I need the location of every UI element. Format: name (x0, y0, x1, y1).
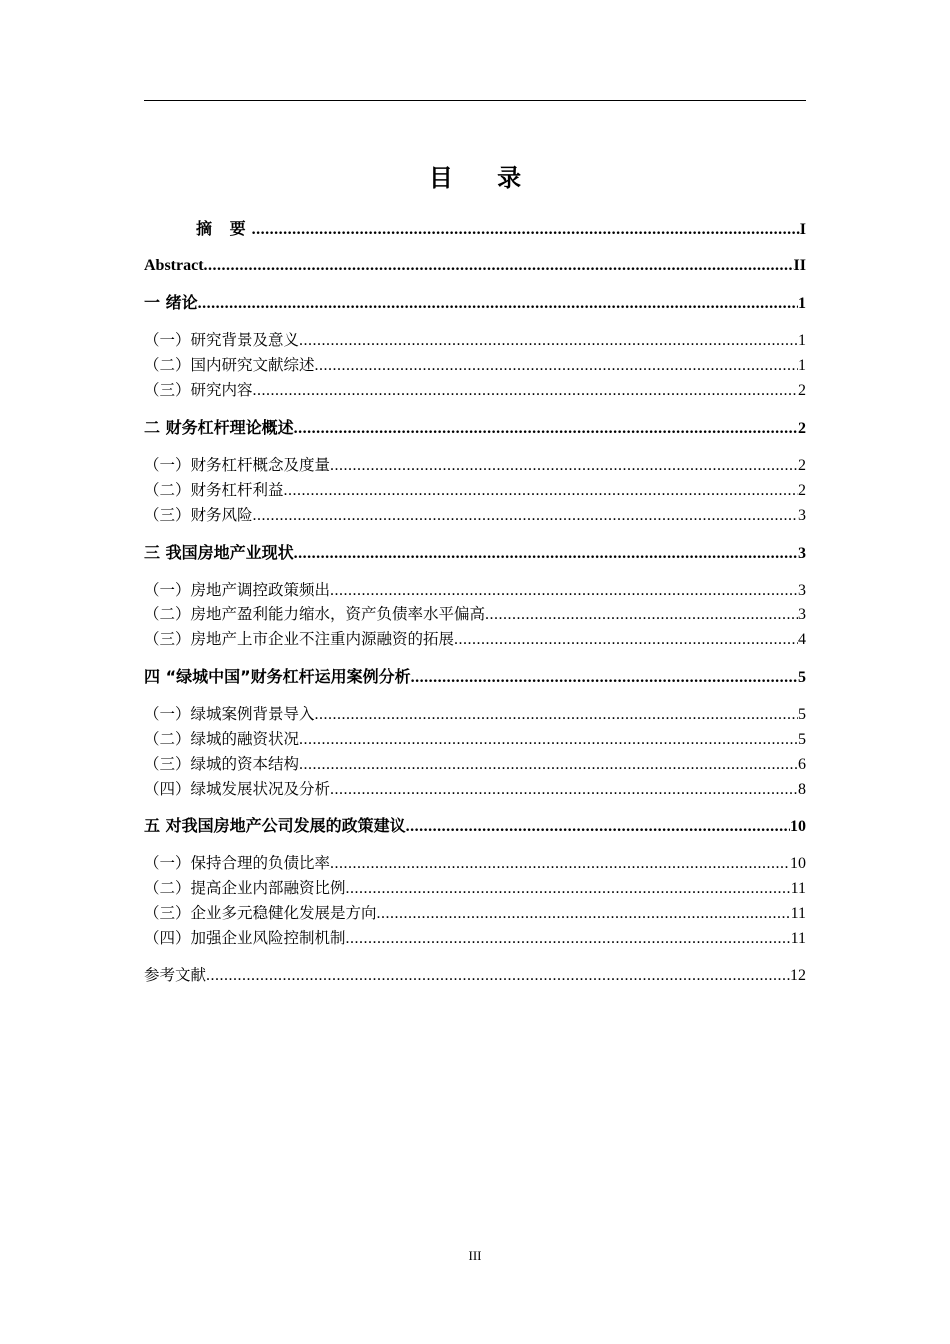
toc-entry-page: 2 (798, 420, 806, 437)
toc-entry-section-4-4[interactable] (144, 777, 806, 801)
toc-entry-label: 二 财务杠杆理论概述 (144, 418, 294, 437)
toc-entry-label: （三）财务风险 (144, 506, 253, 524)
toc-entry-page: 3 (798, 545, 806, 562)
toc-entry-section-1-1[interactable] (144, 328, 806, 352)
toc-entry-chapter-4[interactable] (144, 665, 806, 689)
toc-entry-label: （二）提高企业内部融资比例 (144, 879, 346, 897)
toc-leader (206, 964, 790, 988)
toc-entry-page: 8 (798, 781, 806, 798)
toc-entry-page: 2 (798, 457, 806, 474)
toc-entry-page: 5 (798, 706, 806, 723)
header-rule (144, 100, 806, 101)
toc-leader (299, 753, 798, 777)
toc-entry-label: （二）国内研究文献综述 (144, 356, 315, 374)
toc-entry-page: 1 (798, 357, 806, 374)
toc-leader (315, 703, 798, 727)
toc-entry-page: 6 (798, 756, 806, 773)
toc-entry-label: 三 我国房地产业现状 (144, 543, 294, 562)
toc-entry-page: 1 (798, 295, 806, 312)
toc-entry-label: （二）财务杠杆利益 (144, 481, 284, 499)
toc-entry-label: （二）房地产盈利能力缩水，资产负债率水平偏高 (144, 605, 486, 623)
toc-leader (411, 666, 798, 690)
toc-entry-references[interactable] (144, 963, 806, 987)
toc-leader (330, 852, 790, 876)
toc-entry-page: 4 (798, 631, 806, 648)
toc-leader (253, 379, 798, 403)
toc-entry-label: （三）企业多元稳健化发展是方向 (144, 904, 377, 922)
toc-entry-section-4-3[interactable] (144, 752, 806, 776)
toc-entry-page: 1 (798, 332, 806, 349)
toc-entry-section-2-1[interactable] (144, 453, 806, 477)
toc-entry-page: 11 (790, 930, 806, 947)
toc-leader (346, 877, 791, 901)
toc-entry-section-2-2[interactable] (144, 478, 806, 502)
toc-entry-label: （三）房地产上市企业不注重内源融资的拓展 (144, 630, 455, 648)
toc-entry-page: 12 (790, 967, 806, 984)
toc-entry-label: （四）绿城发展状况及分析 (144, 780, 331, 798)
toc-entry-page: 11 (790, 880, 806, 897)
toc-entry-label: （一）房地产调控政策频出 (144, 581, 331, 599)
toc-leader (198, 292, 798, 316)
toc-entry-chapter-2[interactable] (144, 416, 806, 440)
toc-leader (299, 728, 798, 752)
toc-leader (204, 254, 794, 278)
toc-entry-label: 四 “绿城中国”财务杠杆运用案例分析 (144, 667, 411, 686)
toc-entry-section-5-1[interactable] (144, 851, 806, 875)
toc-entry-label: 一 绪论 (144, 293, 198, 312)
toc-entry-section-1-3[interactable] (144, 378, 806, 402)
toc-leader (346, 927, 791, 951)
toc-leader (294, 417, 798, 441)
toc-entry-label: 摘 要 (196, 219, 252, 238)
toc-entry-label: （三）研究内容 (144, 381, 253, 399)
toc-entry-label: （一）财务杠杆概念及度量 (144, 456, 331, 474)
toc-leader (454, 628, 798, 652)
toc-entry-page: 10 (790, 855, 806, 872)
toc-entry-section-2-3[interactable] (144, 503, 806, 527)
toc-entry-section-4-1[interactable] (144, 702, 806, 726)
toc-entry-section-3-1[interactable] (144, 578, 806, 602)
toc-entry-label: （二）绿城的融资状况 (144, 730, 300, 748)
toc-entry-section-4-2[interactable] (144, 727, 806, 751)
toc-entry-page: I (799, 221, 806, 238)
toc-leader (330, 778, 798, 802)
toc-entry-label: （一）保持合理的负债比率 (144, 854, 331, 872)
toc-entry-label: Abstract (144, 257, 204, 274)
toc-entry-abstract-cn[interactable] (144, 217, 806, 241)
toc-entry-page: II (793, 257, 806, 274)
page-number: III (468, 1248, 482, 1263)
toc-entry-section-5-2[interactable] (144, 876, 806, 900)
toc-leader (284, 479, 798, 503)
toc-entry-page: 3 (798, 606, 806, 623)
toc-entry-page: 2 (798, 482, 806, 499)
toc-leader (330, 454, 798, 478)
toc-entry-label: （三）绿城的资本结构 (144, 755, 300, 773)
toc-leader (377, 902, 791, 926)
toc-entry-abstract-en[interactable] (144, 254, 806, 278)
toc-leader (252, 218, 800, 242)
toc-entry-section-1-2[interactable] (144, 353, 806, 377)
toc-entry-section-3-3[interactable] (144, 627, 806, 651)
toc-entry-label: （四）加强企业风险控制机制 (144, 929, 346, 947)
toc-entry-section-5-3[interactable] (144, 901, 806, 925)
toc-leader (315, 354, 798, 378)
toc-entry-chapter-1[interactable] (144, 291, 806, 315)
toc-entry-label: （一）绿城案例背景导入 (144, 705, 315, 723)
toc-title: 目 录 (428, 164, 540, 192)
toc-entry-page: 3 (798, 582, 806, 599)
toc-entry-page: 11 (790, 905, 806, 922)
toc-leader (406, 815, 790, 839)
toc-entry-chapter-3[interactable] (144, 541, 806, 565)
toc-leader (485, 603, 798, 627)
toc-entry-section-3-2[interactable] (144, 602, 806, 626)
toc-entry-page: 5 (798, 669, 806, 686)
toc-entry-page: 2 (798, 382, 806, 399)
toc-entry-label: 参考文献 (144, 966, 207, 984)
toc-leader (294, 542, 798, 566)
toc-entry-page: 5 (798, 731, 806, 748)
toc-leader (330, 579, 798, 603)
toc-entry-label: （一）研究背景及意义 (144, 331, 300, 349)
toc-entry-page: 10 (790, 818, 806, 835)
toc-entry-page: 3 (798, 507, 806, 524)
toc-entry-section-5-4[interactable] (144, 926, 806, 950)
toc-leader (253, 504, 798, 528)
toc-leader (299, 329, 798, 353)
toc-entry-label: 五 对我国房地产公司发展的政策建议 (144, 816, 406, 835)
toc-entry-chapter-5[interactable] (144, 814, 806, 838)
